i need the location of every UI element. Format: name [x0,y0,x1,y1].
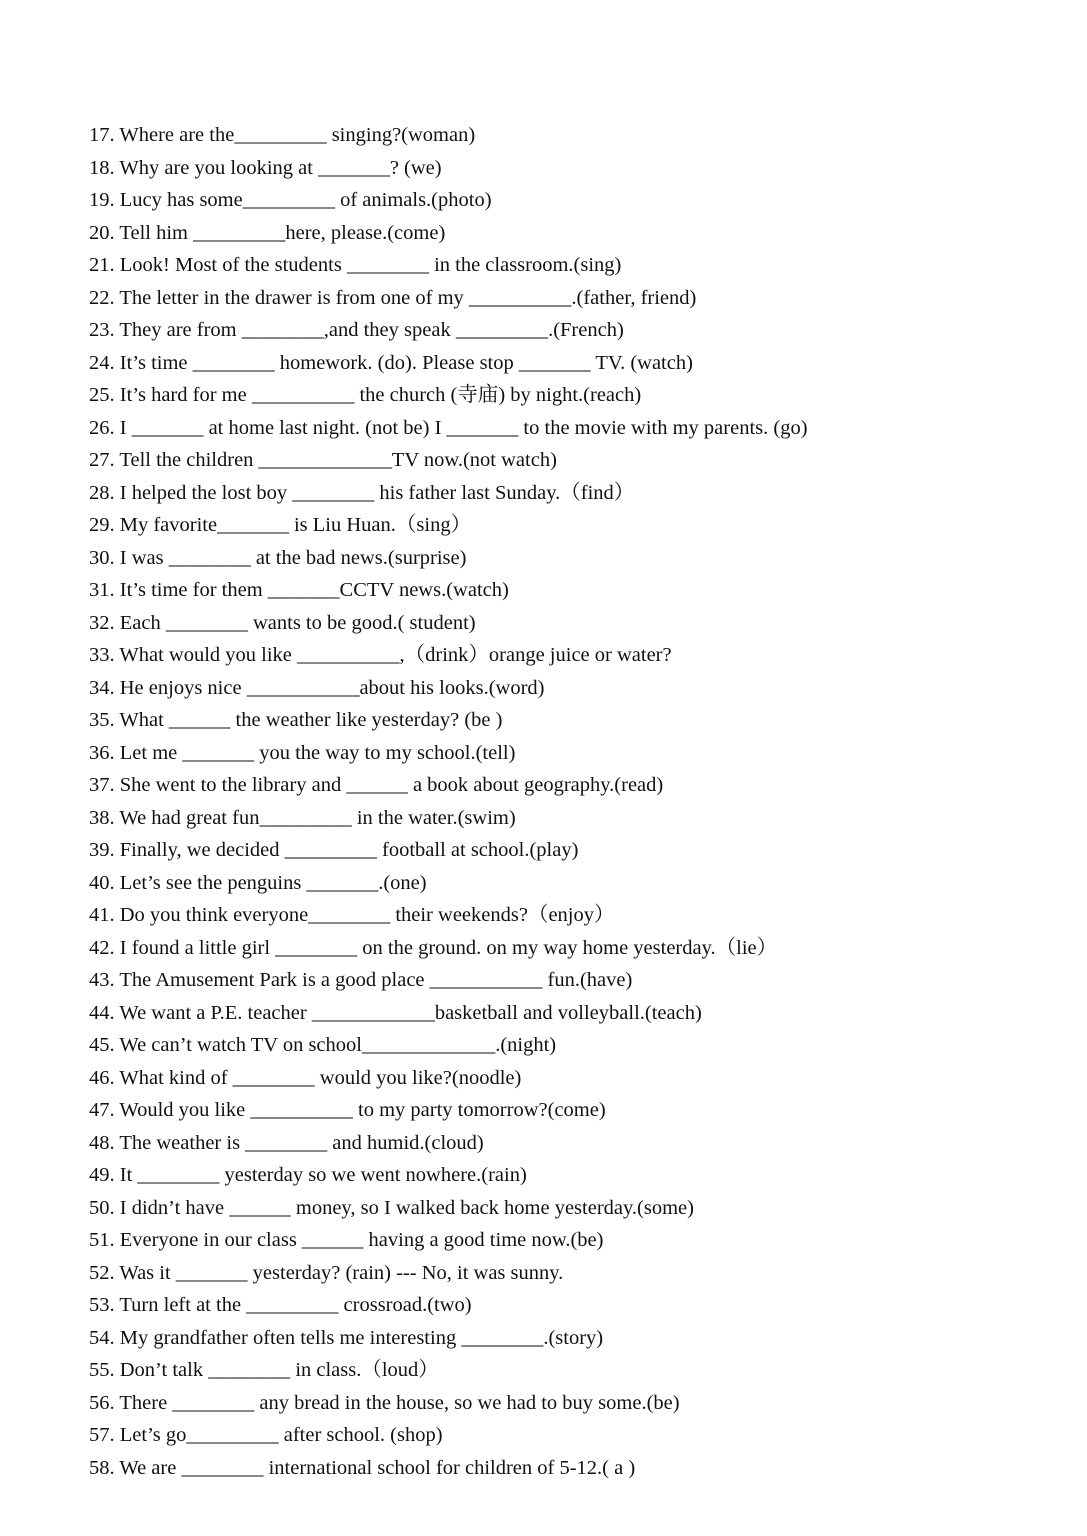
exercise-item: 42. I found a little girl ________ on the ground. on my way home yesterday.（lie） [89,936,778,959]
exercise-item: 41. Do you think everyone________ their weekends?（enjoy） [89,904,615,926]
exercise-item: 18. Why are you looking at _______? (we) [89,156,442,179]
exercise-item: 25. It’s hard for me __________ the church (寺庙) by night.(reach) [89,384,642,406]
exercise-item: 46. What kind of ________ would you like?(noodle) [89,1066,522,1089]
exercise-item: 39. Finally, we decided _________ football at school.(play) [89,839,579,861]
exercise-item: 48. The weather is ________ and humid.(cloud) [89,1131,484,1154]
exercise-item: 37. She went to the library and ______ a book about geography.(read) [89,774,664,796]
exercise-item: 50. I didn’t have ______ money, so I walked back home yesterday.(some) [89,1196,694,1219]
exercise-item: 35. What ______ the weather like yesterday? (be ) [89,709,503,731]
exercise-item: 58. We are ________ international school for children of 5-12.( a ) [89,1456,636,1479]
exercise-item: 36. Let me _______ you the way to my school.(tell) [89,741,516,764]
exercise-item: 55. Don’t talk ________ in class.（loud） [89,1359,439,1381]
exercise-item: 34. He enjoys nice ___________about his looks.(word) [89,676,545,699]
exercise-item: 43. The Amusement Park is a good place ___________ fun.(have) [89,969,633,991]
exercise-item: 31. It’s time for them _______CCTV news.(watch) [89,579,509,601]
exercise-item: 33. What would you like __________,（drink）orange juice or water? [89,644,672,666]
exercise-item: 56. There ________ any bread in the house, so we had to buy some.(be) [89,1391,680,1414]
exercise-item: 52. Was it _______ yesterday? (rain) --- No, it was sunny. [89,1261,564,1284]
exercise-item: 49. It ________ yesterday so we went nowhere.(rain) [89,1164,527,1186]
exercise-item: 26. I _______ at home last night. (not be) I _______ to the movie with my parents. (go) [89,416,808,439]
exercise-item: 40. Let’s see the penguins _______.(one) [89,871,427,894]
exercise-item: 27. Tell the children _____________TV now.(not watch) [89,449,557,471]
exercise-item: 51. Everyone in our class ______ having a good time now.(be) [89,1229,604,1251]
exercise-item: 23. They are from ________,and they speak _________.(French) [89,319,624,341]
exercise-item: 29. My favorite_______ is Liu Huan.（sing） [89,514,472,536]
exercise-item: 24. It’s time ________ homework. (do). Please stop _______ TV. (watch) [89,351,693,374]
exercise-item: 30. I was ________ at the bad news.(surprise) [89,546,467,569]
exercise-item: 21. Look! Most of the students ________ in the classroom.(sing) [89,254,622,276]
exercise-item: 32. Each ________ wants to be good.( student) [89,611,476,634]
exercise-item: 28. I helped the lost boy ________ his father last Sunday.（find） [89,481,635,504]
exercise-item: 44. We want a P.E. teacher ____________basketball and volleyball.(teach) [89,1001,702,1024]
exercise-item: 53. Turn left at the _________ crossroad.(two) [89,1294,472,1316]
exercise-item: 19. Lucy has some_________ of animals.(photo) [89,189,492,211]
exercise-list [89,119,808,1484]
exercise-item: 54. My grandfather often tells me interesting ________.(story) [89,1326,604,1349]
exercise-item: 17. Where are the_________ singing?(woman) [89,124,476,146]
exercise-item: 20. Tell him _________here, please.(come) [89,221,446,244]
exercise-item: 47. Would you like __________ to my party tomorrow?(come) [89,1099,606,1121]
exercise-item: 45. We can’t watch TV on school_____________.(night) [89,1034,557,1056]
exercise-item: 38. We had great fun_________ in the water.(swim) [89,806,516,829]
exercise-item: 22. The letter in the drawer is from one of my __________.(father, friend) [89,286,697,309]
exercise-item: 57. Let’s go_________ after school. (shop) [89,1424,443,1446]
